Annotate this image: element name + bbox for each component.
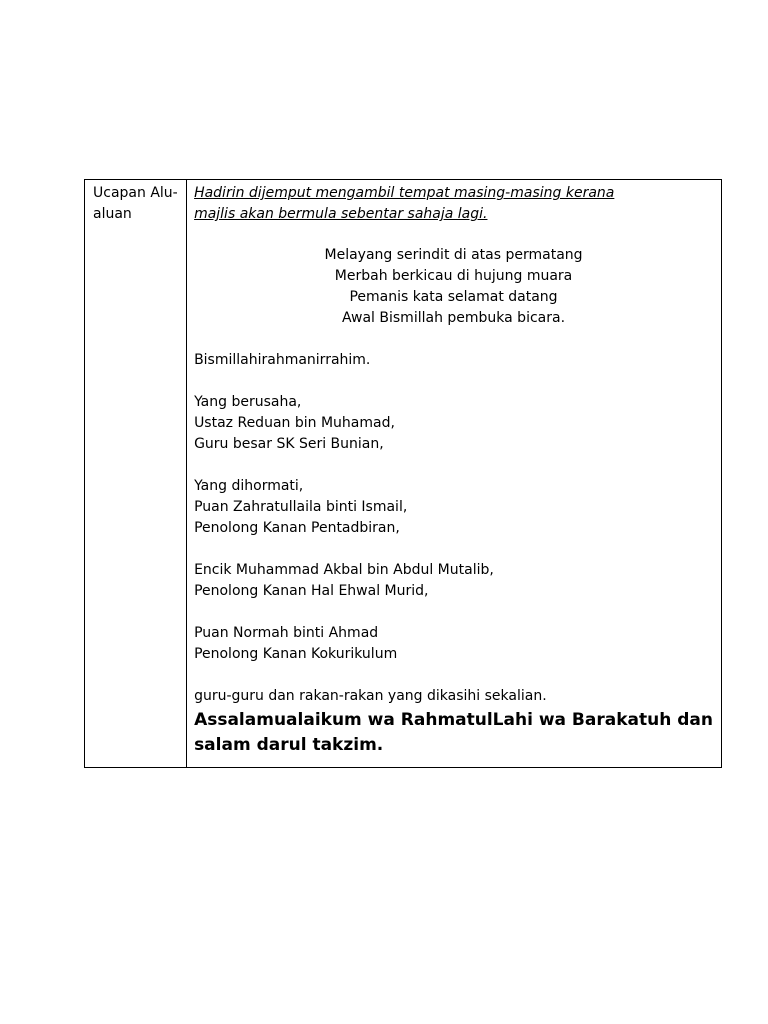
speech-content-cell (187, 180, 721, 767)
greeting-pk-pentadbiran (194, 476, 713, 539)
pantun-line: Merbah berkicau di hujung muara (334, 268, 573, 284)
speech-script-table (84, 179, 722, 768)
guru-greeting-line: guru-guru dan rakan-rakan yang dikasihi sekalian. (194, 688, 547, 704)
pantun-verse (194, 245, 713, 329)
greeting-line: Yang dihormati, (194, 478, 304, 494)
greeting-guru-besar (194, 392, 713, 455)
section-label-line: Ucapan Alu- (93, 185, 178, 201)
salam-line: Assalamualaikum wa RahmatulLahi wa Barakatuh dan (194, 710, 713, 730)
greeting-line: Guru besar SK Seri Bunian, (194, 436, 384, 452)
greeting-pk-hem (194, 560, 713, 602)
closing-greeting (194, 686, 713, 758)
salam-line: salam darul takzim. (194, 735, 384, 755)
bismillah-text: Bismillahirahmanirrahim. (194, 352, 371, 368)
pantun-line: Melayang serindit di atas permatang (324, 247, 583, 263)
pantun-line: Pemanis kata selamat datang (349, 289, 558, 305)
greeting-line: Penolong Kanan Kokurikulum (194, 646, 398, 662)
greeting-line: Puan Zahratullaila binti Ismail, (194, 499, 408, 515)
salam-greeting (194, 708, 713, 758)
intro-line: majlis akan bermula sebentar sahaja lagi. (194, 206, 488, 222)
greeting-line: Ustaz Reduan bin Muhamad, (194, 415, 395, 431)
greeting-pk-koku (194, 623, 713, 665)
bismillah-block (194, 350, 713, 371)
greeting-line: Penolong Kanan Pentadbiran, (194, 520, 400, 536)
intro-announcement (194, 183, 713, 225)
greeting-line: Encik Muhammad Akbal bin Abdul Mutalib, (194, 562, 494, 578)
section-label-line: aluan (93, 206, 132, 222)
intro-line: Hadirin dijemput mengambil tempat masing-masing kerana (194, 185, 615, 201)
greeting-line: Penolong Kanan Hal Ehwal Murid, (194, 583, 429, 599)
section-label-cell (85, 180, 187, 767)
greeting-line: Puan Normah binti Ahmad (194, 625, 379, 641)
greeting-line: Yang berusaha, (194, 394, 302, 410)
pantun-line: Awal Bismillah pembuka bicara. (342, 310, 566, 326)
